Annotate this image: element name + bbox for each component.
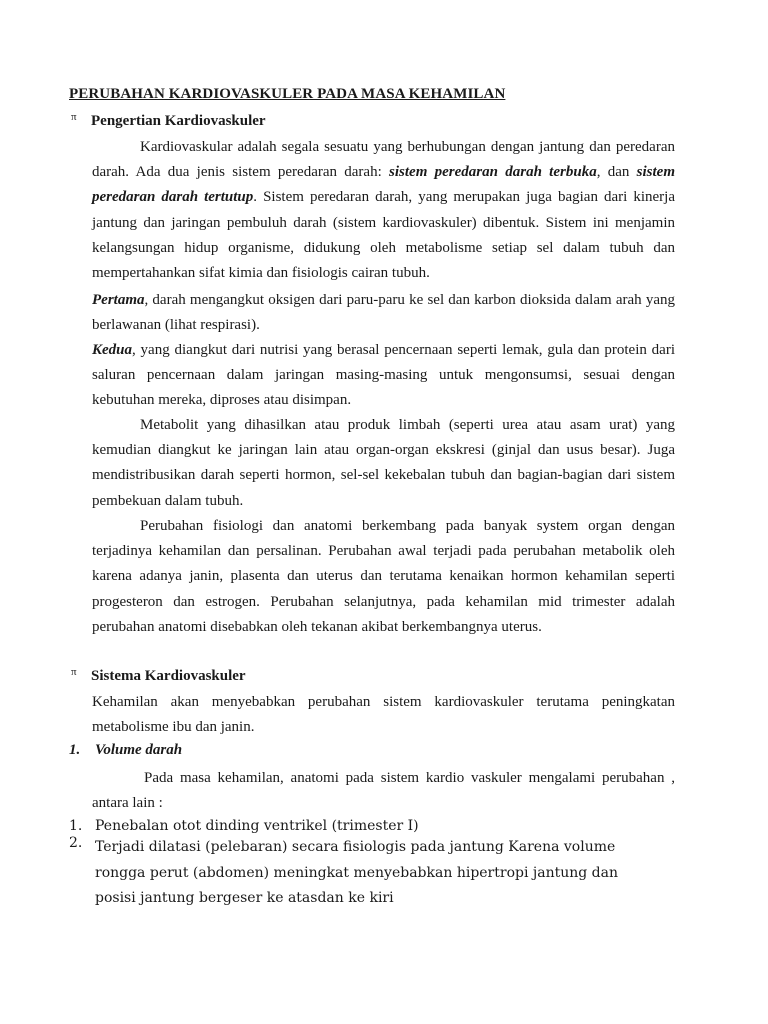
- numbered-list: [69, 818, 679, 908]
- subheading-volume-darah: [69, 742, 182, 759]
- paragraph-kedua: [92, 338, 675, 414]
- emphasis-kedua: Kedua: [92, 342, 133, 358]
- paragraph-pertama: [92, 288, 675, 338]
- section-heading-pengertian: [71, 111, 266, 130]
- section-heading-text: Sistema Kardiovaskuler: [91, 668, 246, 684]
- subheading-number: 1.: [69, 742, 81, 758]
- text-span: , darah mengangkut oksigen dari paru-paru ke sel dan karbon dioksida dalam arah yang berlawanan (lihat respirasi).: [92, 292, 675, 334]
- paragraph-definition: [92, 135, 675, 286]
- paragraph-volume-intro: Pada masa kehamilan, anatomi pada sistem kardio vaskuler mengalami perubahan , antara lain :: [92, 770, 675, 812]
- section-heading-text: Pengertian Kardiovaskuler: [91, 113, 266, 129]
- text-span: , dan: [596, 164, 637, 181]
- emphasis-pertama: Pertama: [92, 292, 145, 308]
- emphasis-open-system: sistem peredaran darah terbuka: [389, 164, 597, 181]
- list-item-number: 2.: [69, 835, 83, 851]
- emphasis-closed-system: sistem peredaran darah tertutup: [92, 164, 675, 206]
- list-item: [69, 835, 669, 915]
- text-span: Kardiovaskular adalah segala sesuatu yang berhubungan dengan jantung dan peredaran darah. Ada dua jenis sistem peredaran darah:: [92, 139, 675, 181]
- section-heading-sistema: [71, 666, 246, 685]
- text-span: . Sistem peredaran darah, yang merupakan juga bagian dari kinerja jantung dan jaringan pembuluh darah (sistem kardiovaskuler) dibentuk. Sistem ini menjamin kelangsungan hidup organisme, didukung oleh metabolisme setiap sel dalam tubuh dan mempertahankan sifat kimia dan fisiologis cairan tubuh.: [92, 189, 675, 282]
- paragraph-sistema-intro: Kehamilan akan menyebabkan perubahan sistem kardiovaskuler terutama peningkatan metabolisme ibu dan janin.: [92, 694, 675, 736]
- document-title: PERUBAHAN KARDIOVASKULER PADA MASA KEHAMILAN: [69, 86, 506, 102]
- bullet-icon: π: [71, 666, 77, 678]
- bullet-icon: π: [71, 111, 77, 123]
- subheading-text: Volume darah: [95, 742, 183, 758]
- list-item-number: 1.: [69, 818, 83, 834]
- text-span: , yang diangkut dari nutrisi yang berasal pencernaan seperti lemak, gula dan protein dari saluran pencernaan dalam jaringan masing-masing untuk mengonsumsi, sesuai dengan kebutuhan mereka, diproses atau disimpan.: [92, 342, 675, 409]
- paragraph-perubahan: Perubahan fisiologi dan anatomi berkembang pada banyak system organ dengan terjadinya kehamilan dan persalinan. Perubahan awal terjadi pada perubahan metabolik oleh karena adanya janin, plasenta dan uterus dan terutama kenaikan hormon kehamilan seperti progesteron dan estrogen. Perubahan selanjutnya, pada kehamilan mid trimester adalah perubahan anatomi disebabkan oleh tekanan akibat berkembangnya uterus.: [92, 518, 675, 635]
- paragraph-metabolit: Metabolit yang dihasilkan atau produk limbah (seperti urea atau asam urat) yang kemudian diangkut ke jaringan lain atau organ-organ ekskresi (ginjal dan usus besar). Juga mendistribusikan darah seperti hormon, sel-sel kekebalan tubuh dan bagian-bagian dari sistem pembekuan dalam tubuh.: [92, 417, 675, 509]
- list-item-text: Penebalan otot dinding ventrikel (trimester I): [95, 818, 419, 834]
- list-item-text: Terjadi dilatasi (pelebaran) secara fisiologis pada jantung Karena volume rongga perut (abdomen) meningkat menyebabkan hipertropi jantung dan posisi jantung bergeser ke atasdan ke kiri: [95, 839, 618, 906]
